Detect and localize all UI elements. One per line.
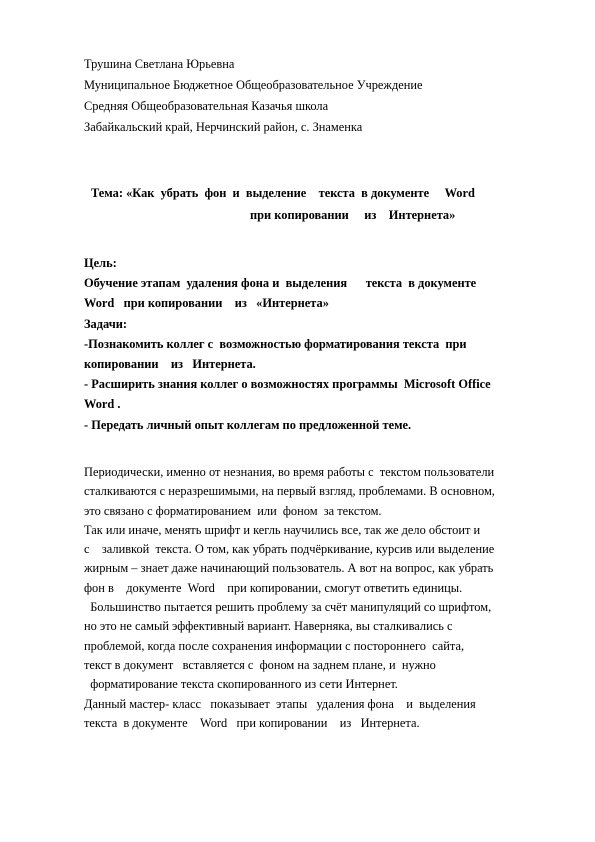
task-2-line-1: - Расширить знания коллег о возможностях программы Microsoft Office <box>84 377 491 392</box>
body-line: это связано с форматированием или фоном за текстом. <box>84 503 382 518</box>
organization-name: Муниципальное Бюджетное Общеобразовательное Учреждение <box>84 78 423 92</box>
body-line: Так или иначе, менять шрифт и кегль научились все, так же дело обстоит и <box>84 522 481 537</box>
goal-line-2: Word при копировании из «Интернета» <box>84 296 329 311</box>
topic-line-1: Тема: «Как убрать фон и выделение текста в документе Word <box>91 186 475 200</box>
body-line: Данный мастер- класс показывает этапы удаления фона и выделения <box>84 696 476 711</box>
author-block <box>84 54 423 138</box>
topic-line-2: при копировании из Интернета» <box>250 208 456 222</box>
body-line: проблемой, когда после сохранения информации с постороннего сайта, <box>84 638 465 653</box>
body-line: с заливкой текста. О том, как убрать подчёркивание, курсив или выделение <box>84 542 495 557</box>
school-name: Средняя Общеобразовательная Казачья школа <box>84 99 329 113</box>
body-line: Большинство пытается решить проблему за счёт манипуляций со шрифтом, <box>84 600 492 615</box>
body-line: Периодически, именно от незнания, во время работы с текстом пользователи <box>84 465 495 479</box>
author-name: Трушина Светлана Юрьевна <box>84 57 235 71</box>
body-line: форматирование текста скопированного из сети Интернет. <box>84 677 398 692</box>
goals-section <box>84 253 524 435</box>
topic-title <box>84 182 524 226</box>
tasks-heading: Задачи: <box>84 316 127 331</box>
body-line: сталкиваются с неразрешимыми, на первый взгляд, проблемами. В основном, <box>84 484 495 499</box>
body-line: но это не самый эффективный вариант. Наверняка, вы сталкивались с <box>84 619 453 634</box>
body-line: фон в документе Word при копировании, смогут ответить единицы. <box>84 580 463 595</box>
body-line: жирным – знает даже начинающий пользователь. А вот на вопрос, как убрать <box>84 561 494 576</box>
body-text <box>84 463 554 733</box>
task-1-line-1: -Познакомить коллег с возможностью форматирования текста при <box>84 336 467 351</box>
task-2-line-2: Word . <box>84 397 121 412</box>
task-3: - Передать личный опыт коллегам по предложенной теме. <box>84 417 412 432</box>
task-1-line-2: копировании из Интернета. <box>84 357 256 372</box>
school-location: Забайкальский край, Нерчинский район, с. Знаменка <box>84 120 363 134</box>
goal-line-1: Обучение этапам удаления фона и выделения текста в документе <box>84 276 477 291</box>
goal-heading: Цель: <box>84 256 117 270</box>
body-line: текст в документ вставляется с фоном на заднем плане, и нужно <box>84 657 436 672</box>
body-line: текста в документе Word при копировании из Интернета. <box>84 715 420 730</box>
